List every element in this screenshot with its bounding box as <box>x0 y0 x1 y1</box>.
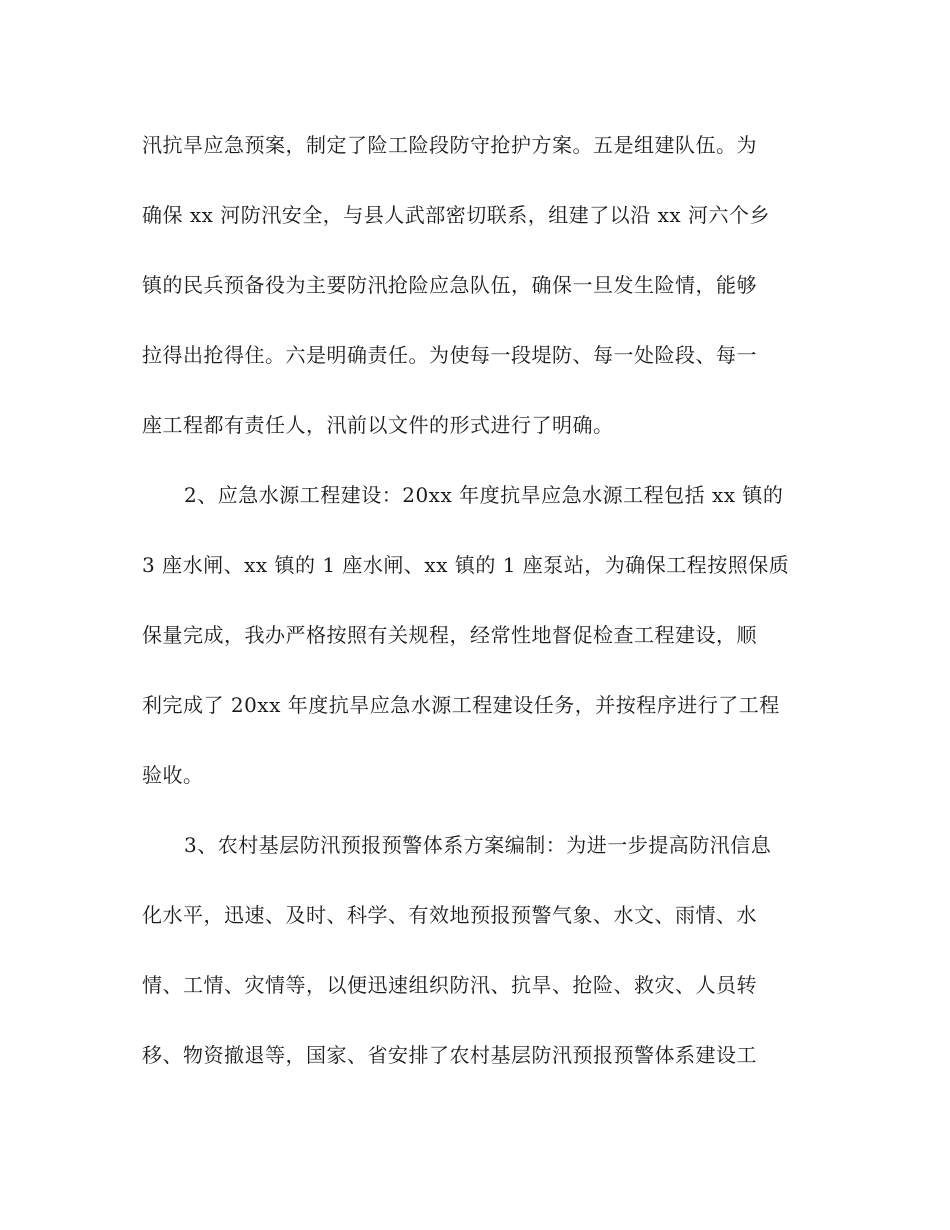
text-line: 镇的民兵预备役为主要防汛抢险应急队伍，确保一旦发生险情，能够 <box>142 273 757 297</box>
body-text <box>142 110 807 1090</box>
text-line: 情、工情、灾情等，以便迅速组织防汛、抗旱、抢险、救灾、人员转 <box>142 973 757 997</box>
text-line: 拉得出抢得住。六是明确责任。为使每一段堤防、每一处险段、每一 <box>142 343 757 367</box>
paragraph-2-start: 2、应急水源工程建设：20xx 年度抗旱应急水源工程包括 xx 镇的 <box>184 483 784 507</box>
text-line: 座工程都有责任人，汛前以文件的形式进行了明确。 <box>142 413 614 437</box>
text-line: 验收。 <box>142 763 204 787</box>
paragraph-3-start: 3、农村基层防汛预报预警体系方案编制：为进一步提高防汛信息 <box>184 833 772 857</box>
text-line: 移、物资撤退等，国家、省安排了农村基层防汛预报预警体系建设工 <box>142 1043 757 1067</box>
text-line: 3 座水闸、xx 镇的 1 座水闸、xx 镇的 1 座泵站，为确保工程按照保质 <box>142 553 790 577</box>
text-line: 汛抗旱应急预案，制定了险工险段防守抢护方案。五是组建队伍。为 <box>142 133 757 157</box>
text-line: 确保 xx 河防汛安全，与县人武部密切联系，组建了以沿 xx 河六个乡 <box>142 203 771 227</box>
text-line: 保量完成，我办严格按照有关规程，经常性地督促检查工程建设，顺 <box>142 623 757 647</box>
text-line: 利完成了 20xx 年度抗旱应急水源工程建设任务，并按程序进行了工程 <box>142 693 780 717</box>
text-line: 化水平，迅速、及时、科学、有效地预报预警气象、水文、雨情、水 <box>142 903 757 927</box>
